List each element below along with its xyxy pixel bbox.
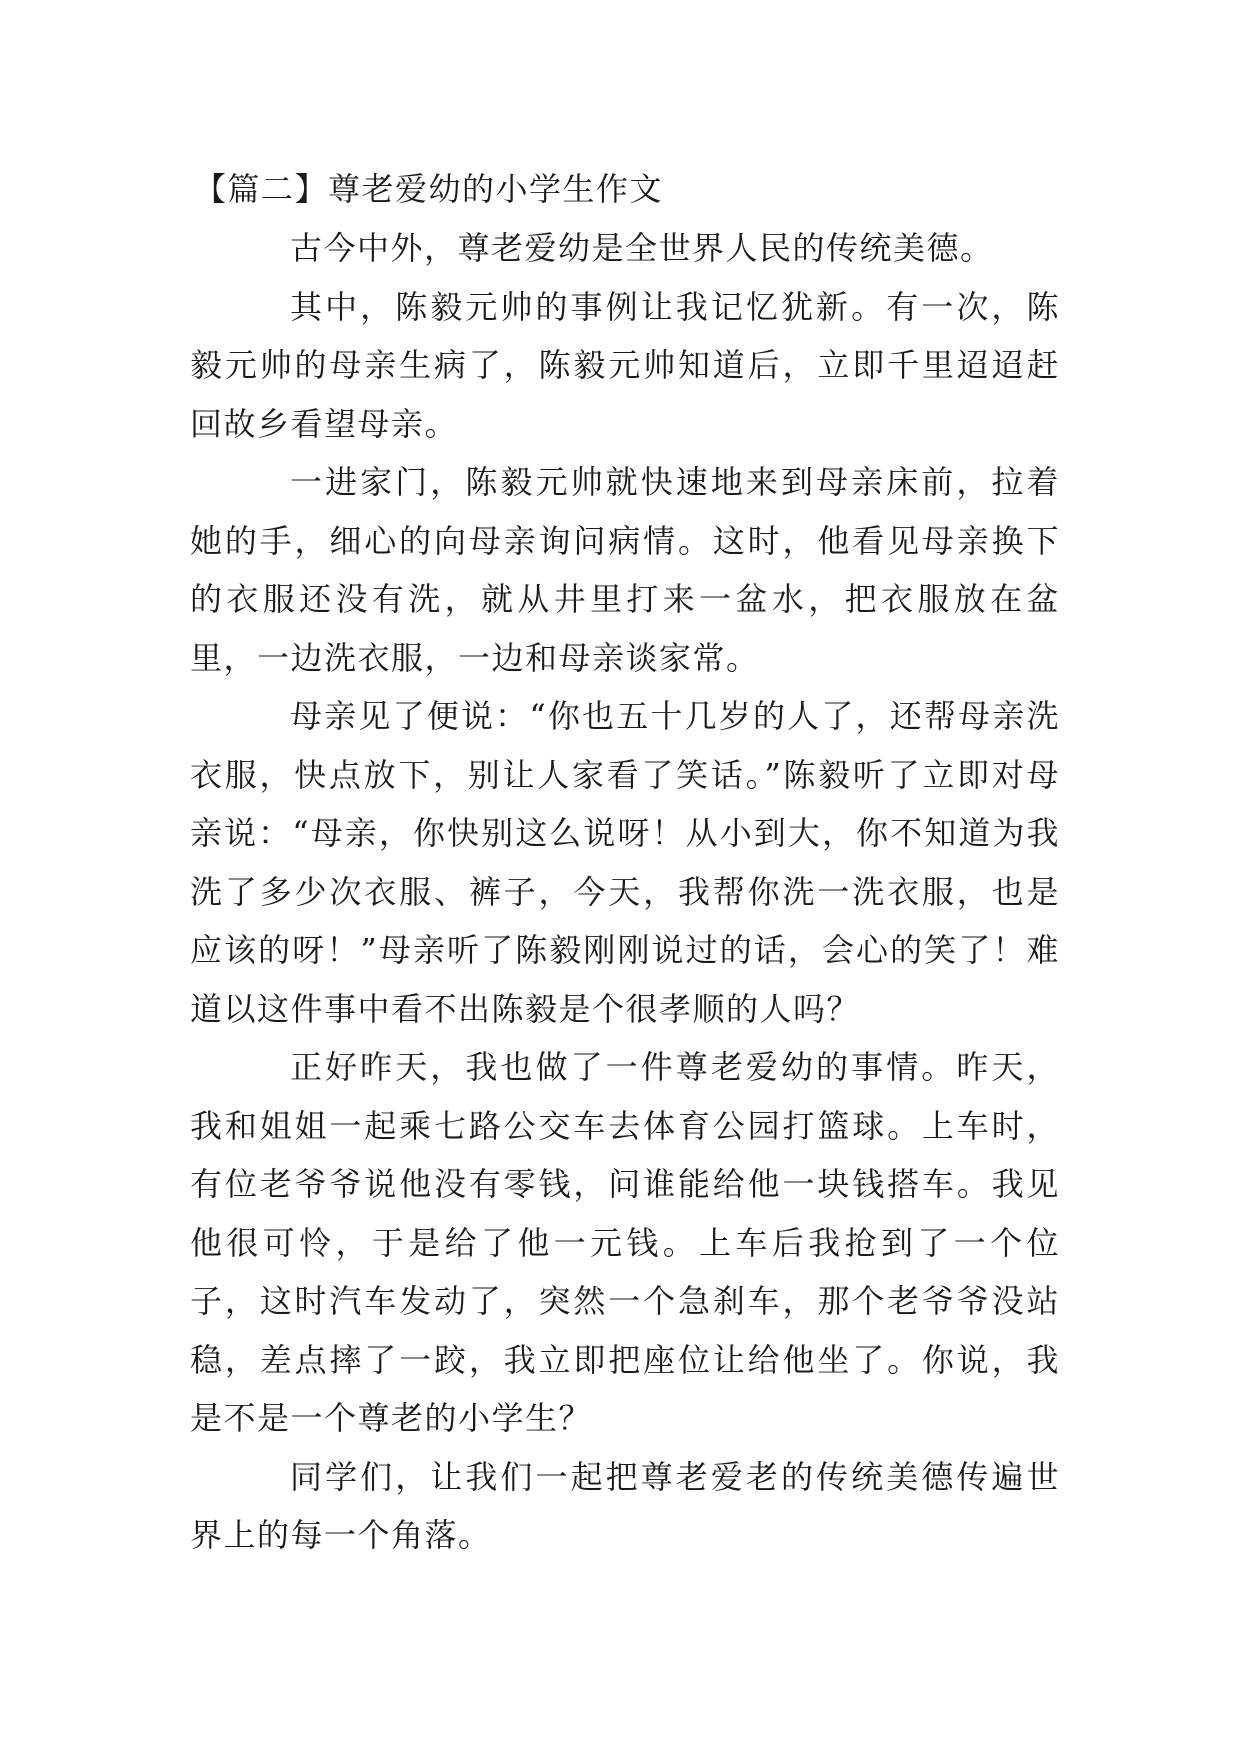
document-title: 【篇二】尊老爱幼的小学生作文 [194, 170, 664, 208]
paragraph-dialogue: 母亲见了便说：“你也五十几岁的人了，还帮母亲洗衣服，快点放下，别让人家看了笑话。”陈毅听了立即对母亲说：“母亲，你快别这么说呀！从小到大，你不知道为我洗了多少次衣服、裤子，今天，我帮你洗一洗衣服，也是应该的呀！”母亲听了陈毅刚刚说过的话，会心的笑了！难道以这件事中看不出陈毅是个很孝顺的人吗？ [190, 697, 1060, 1028]
paragraph-bus-story: 正好昨天，我也做了一件尊老爱幼的事情。昨天，我和姐姐一起乘七路公交车去体育公园打篮球。上车时，有位老爷爷说他没有零钱，问谁能给他一块钱搭车。我见他很可怜，于是给了他一元钱。上车后我抢到了一个位子，这时汽车发动了，突然一个急刹车，那个老爷爷没站稳，差点摔了一跤，我立即把座位让给他坐了。你说，我是不是一个尊老的小学生？ [190, 1048, 1060, 1437]
paragraph-chen-yi-story: 其中，陈毅元帅的事例让我记忆犹新。有一次，陈毅元帅的母亲生病了，陈毅元帅知道后，立即千里迢迢赶回故乡看望母亲。 [190, 287, 1060, 443]
document-body [190, 163, 1060, 1565]
paragraph-conclusion: 同学们，让我们一起把尊老爱老的传统美德传遍世界上的每一个角落。 [190, 1457, 1060, 1554]
paragraph-intro: 古今中外，尊老爱幼是全世界人民的传统美德。 [290, 229, 994, 267]
paragraph-washing-clothes: 一进家门，陈毅元帅就快速地来到母亲床前，拉着她的手，细心的向母亲询问病情。这时，他看见母亲换下的衣服还没有洗，就从井里打来一盆水，把衣服放在盆里，一边洗衣服，一边和母亲谈家常。 [190, 463, 1060, 677]
